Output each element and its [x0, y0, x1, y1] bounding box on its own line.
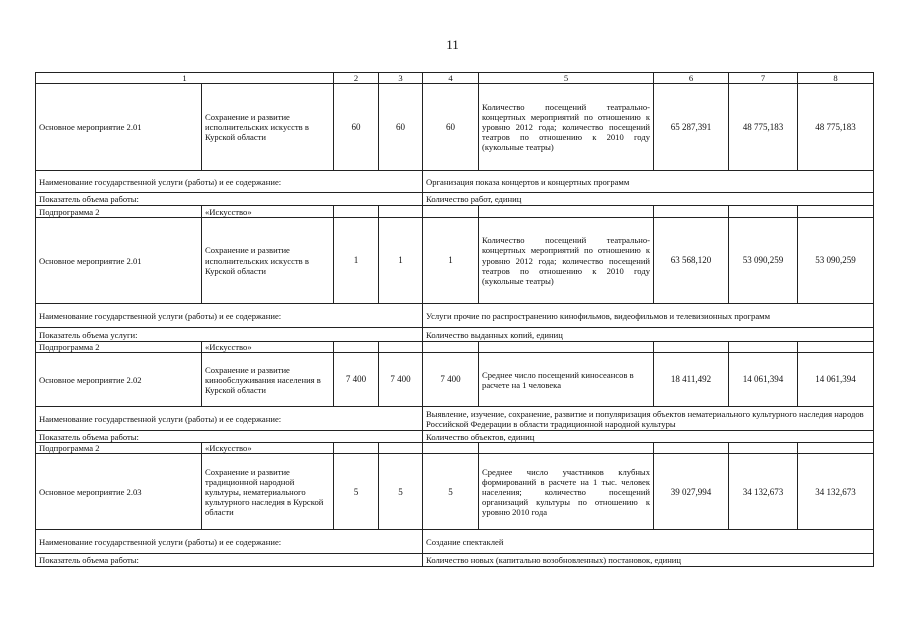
- volume-text: Количество работ, единиц: [423, 193, 874, 206]
- value-col-7: 53 090,259: [729, 218, 798, 304]
- header-col-7: 7: [729, 73, 798, 84]
- activity-row: [36, 84, 874, 171]
- value-col-3: 5: [379, 454, 423, 530]
- header-col-6: 6: [654, 73, 729, 84]
- value-col-7: 14 061,394: [729, 353, 798, 407]
- volume-text: Количество новых (капитально возобновленных) постановок, единиц: [423, 554, 874, 567]
- service-label: Наименование государственной услуги (работы) и ее содержание:: [36, 171, 423, 193]
- activity-name: Сохранение и развитие кинообслуживания населения в Курской области: [202, 353, 334, 407]
- service-text: Организация показа концертов и концертных программ: [423, 171, 874, 193]
- value-col-8: 14 061,394: [798, 353, 874, 407]
- value-col-4: 1: [423, 218, 479, 304]
- indicator-text: Среднее число участников клубных формирований в расчете на 1 тыс. человек населения; количество посещений организаций культуры по отношению к уровню 2010 года: [479, 454, 654, 530]
- value-col-3: 1: [379, 218, 423, 304]
- service-label: Наименование государственной услуги (работы) и ее содержание:: [36, 304, 423, 328]
- value-col-2: 60: [334, 84, 379, 171]
- activity-label: Основное мероприятие 2.01: [36, 84, 202, 171]
- service-row: [36, 304, 874, 328]
- subprogram-name: «Искусство»: [202, 206, 334, 218]
- budget-table: [35, 72, 874, 567]
- header-col-5: 5: [479, 73, 654, 84]
- value-col-4: 7 400: [423, 353, 479, 407]
- activity-label: Основное мероприятие 2.02: [36, 353, 202, 407]
- activity-name: Сохранение и развитие исполнительских искусств в Курской области: [202, 218, 334, 304]
- value-col-4: 5: [423, 454, 479, 530]
- header-col-4: 4: [423, 73, 479, 84]
- activity-row: [36, 454, 874, 530]
- indicator-text: Количество посещений театрально-концертных мероприятий по отношению к уровню 2012 года; количество посещений театров по отношению к 2010 году (кукольные театры): [479, 84, 654, 171]
- service-label: Наименование государственной услуги (работы) и ее содержание:: [36, 407, 423, 431]
- subprogram-label: Подпрограмма 2: [36, 342, 202, 353]
- volume-row: [36, 193, 874, 206]
- header-col-1: 1: [36, 73, 334, 84]
- volume-label: Показатель объема работы:: [36, 554, 423, 567]
- header-col-8: 8: [798, 73, 874, 84]
- volume-label: Показатель объема работы:: [36, 193, 423, 206]
- value-col-2: 1: [334, 218, 379, 304]
- activity-label: Основное мероприятие 2.01: [36, 218, 202, 304]
- subprogram-row: [36, 206, 874, 218]
- subprogram-row: [36, 443, 874, 454]
- value-col-2: 5: [334, 454, 379, 530]
- service-row: [36, 530, 874, 554]
- volume-label: Показатель объема услуги:: [36, 328, 423, 342]
- value-col-6: 18 411,492: [654, 353, 729, 407]
- header-col-2: 2: [334, 73, 379, 84]
- service-text: Выявление, изучение, сохранение, развитие и популяризация объектов нематериального культурного наследия народов Российской Федерации в области традиционной народной культуры: [423, 407, 874, 431]
- service-row: [36, 407, 874, 431]
- value-col-8: 53 090,259: [798, 218, 874, 304]
- activity-name: Сохранение и развитие традиционной народной культуры, нематериального культурного наследия в Курской области: [202, 454, 334, 530]
- value-col-7: 48 775,183: [729, 84, 798, 171]
- header-row: [36, 73, 874, 84]
- header-col-3: 3: [379, 73, 423, 84]
- indicator-text: Количество посещений театрально-концертных мероприятий по отношению к уровню 2012 года; количество посещений театров по отношению к 2010 году (кукольные театры): [479, 218, 654, 304]
- subprogram-row: [36, 342, 874, 353]
- service-text: Услуги прочие по распространению кинофильмов, видеофильмов и телевизионных программ: [423, 304, 874, 328]
- volume-row: [36, 554, 874, 567]
- page-number: 11: [446, 37, 459, 52]
- activity-label: Основное мероприятие 2.03: [36, 454, 202, 530]
- value-col-2: 7 400: [334, 353, 379, 407]
- activity-row: [36, 218, 874, 304]
- value-col-7: 34 132,673: [729, 454, 798, 530]
- activity-row: [36, 353, 874, 407]
- volume-text: Количество объектов, единиц: [423, 431, 874, 443]
- value-col-6: 63 568,120: [654, 218, 729, 304]
- service-row: [36, 171, 874, 193]
- volume-row: [36, 431, 874, 443]
- subprogram-label: Подпрограмма 2: [36, 206, 202, 218]
- subprogram-label: Подпрограмма 2: [36, 443, 202, 454]
- value-col-4: 60: [423, 84, 479, 171]
- value-col-3: 60: [379, 84, 423, 171]
- value-col-3: 7 400: [379, 353, 423, 407]
- subprogram-name: «Искусство»: [202, 443, 334, 454]
- value-col-8: 34 132,673: [798, 454, 874, 530]
- volume-label: Показатель объема работы:: [36, 431, 423, 443]
- indicator-text: Среднее число посещений киносеансов в расчете на 1 человека: [479, 353, 654, 407]
- value-col-6: 65 287,391: [654, 84, 729, 171]
- volume-text: Количество выданных копий, единиц: [423, 328, 874, 342]
- service-text: Создание спектаклей: [423, 530, 874, 554]
- value-col-8: 48 775,183: [798, 84, 874, 171]
- activity-name: Сохранение и развитие исполнительских искусств в Курской области: [202, 84, 334, 171]
- value-col-6: 39 027,994: [654, 454, 729, 530]
- volume-row: [36, 328, 874, 342]
- subprogram-name: «Искусство»: [202, 342, 334, 353]
- service-label: Наименование государственной услуги (работы) и ее содержание:: [36, 530, 423, 554]
